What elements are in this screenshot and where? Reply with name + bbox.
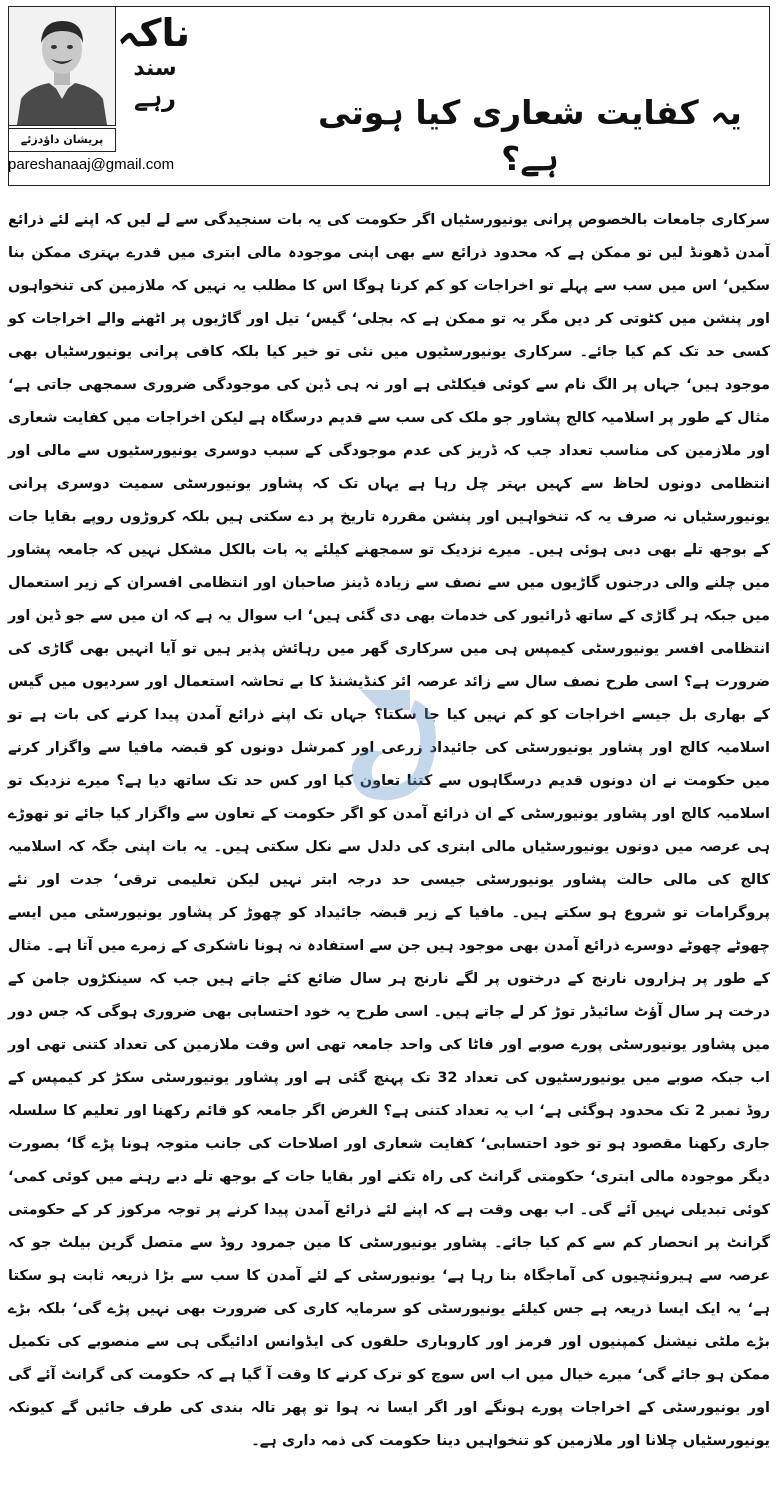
author-name: پریشان داؤدزئے — [8, 128, 116, 152]
series-title — [117, 11, 190, 112]
series-title-line-2: سند — [133, 56, 177, 81]
author-email: pareshanaaj@gmail.com — [8, 156, 175, 173]
article-body — [8, 204, 770, 1484]
headline: یہ کفایت شعاری کیا ہوتی ہے؟ — [318, 93, 742, 178]
article-paragraph: سرکاری جامعات بالخصوص پرانی یونیورسٹیاں اگر حکومت کی یہ بات سنجیدگی سے لے لیں کہ اپنے لئے ذرائع آمدن ڈھونڈ لیں تو ممکن ہے کہ محدود ذرائع سے بھی اپنی موجودہ مالی ابتری میں قدرے بہتری ممکن بنا سکیں‘ اس میں سب سے پہلے تو اخراجات کو کم کرنا ہوگا اس کا مطلب یہ نہیں کہ ملازمین کی تنخواہوں اور پنشن میں کٹوتی کر دیں مگر یہ تو ممکن ہے کہ بجلی‘ گیس‘ تیل اور گاڑیوں پر اٹھنے والے اخراجات کو کسی حد تک کم کیا جائے۔ سرکاری یونیورسٹیوں میں نئی تو خیر کیا بلکہ کافی پرانی یونیورسٹیاں بھی موجود ہیں‘ جہاں پر الگ نام سے کوئی فیکلٹی ہے اور نہ ہی ڈین کی موجودگی ضروری سمجھی جاتی ہے‘ مثال کے طور پر اسلامیہ کالج پشاور جو ملک کی سب سے قدیم درسگاہ ہے لیکن اخراجات میں کفایت شعاری اور ملازمین کی مناسب تعداد جب کہ ڈریز کی عدم موجودگی کے سبب دوسری یونیورسٹیوں سے مالی اور انتظامی دونوں لحاظ سے کہیں بہتر چل رہا ہے یہاں تک کہ پشاور یونیورسٹی سمیت دوسری پرانی یونیورسٹیاں نہ صرف یہ کہ تنخواہیں اور پنشن مقررہ تاریخ پر دے سکتی ہیں بلکہ کروڑوں روپے بقایا جات کے بوجھ تلے بھی دبی ہوئی ہیں۔ میرے نزدیک تو سمجھنے کیلئے یہ بات بالکل مشکل نہیں کہ جامعہ پشاور میں چلنے والی درجنوں گاڑیوں میں سے نصف سے زیادہ ڈینز صاحبان اور انتظامی افسران کے زیر استعمال میں جبکہ ہر گاڑی کے ساتھ ڈرائیور کی خدمات بھی دی گئی ہیں‘ اب سوال یہ ہے کہ ان میں سے جو ڈین اور انتظامی افسر یونیورسٹی کیمپس ہی میں سرکاری گھر میں رہائش پذیر ہیں تو آیا انہیں بھی گاڑی کی ضرورت ہے؟ اسی طرح نصف سال سے زائد عرصہ ائر کنڈیشنڈ کا بے تحاشہ استعمال اور سردیوں میں گیس کے بھاری بل جیسے اخراجات کو کم نہیں کیا جا سکتا؟ جہاں تک اپنے ذرائع آمدن پیدا کرنے کی بات ہے تو اسلامیہ کالج اور پشاور یونیورسٹی کی جائیداد زرعی اور کمرشل دونوں کو قبضہ مافیا سے واگزار کرنے میں حکومت نے ان دونوں قدیم درسگاہوں سے کتنا تعاون کیا اور کس حد تک ساتھ دیا ہے؟ میرے نزدیک تو اسلامیہ کالج اور پشاور یونیورسٹی کے ان ذرائع آمدن کو اگر حکومت کے تعاون سے واگزار کیا جائے تو تھوڑے ہی عرصہ میں دونوں یونیورسٹیاں مالی ابتری کی دلدل سے نکل سکتی ہیں۔ یہ بات اپنی جگہ کہ اسلامیہ کالج کی مالی حالت پشاور یونیورسٹی جیسی حد درجہ ابتر نہیں لیکن تعلیمی ترقی‘ جدت اور نئے پروگرامات تو شروع ہو سکتے ہیں۔ مافیا کے زیر قبضہ جائیداد کو چھوڑ کر پشاور یونیورسٹی میں ایسے چھوٹے چھوٹے دوسرے ذرائع آمدن بھی موجود ہیں جن سے استفادہ نہ ہونا ناشکری کے زمرے میں آتا ہے۔ مثال کے طور پر ہزاروں نارنج کے درختوں پر لگے نارنج ہر سال ضائع کئے جاتے ہیں جب کہ سینکڑوں جامن کے درخت ہر سال آؤٹ سائیڈر توڑ کر لے جاتے ہیں۔ اسی طرح یہ خود احتسابی بھی ضروری ہوگی کہ جس دور میں پشاور یونیورسٹی پورے صوبے اور فاٹا کی واحد جامعہ تھی اس وقت ملازمین کی تعداد کتنی تھی اور اب جبکہ صوبے میں یونیورسٹیوں کی تعداد 32 تک پہنچ گئی ہے اور پشاور یونیورسٹی سکڑ کر کیمپس کے روڈ نمبر 2 تک محدود ہوگئی ہے‘ اب یہ تعداد کتنی ہے؟ الغرض اگر جامعہ کو قائم رکھنا اور تعلیم کا سلسلہ جاری رکھنا مقصود ہو تو خود احتسابی‘ کفایت شعاری اور اصلاحات کی جانب متوجہ ہونا پڑے گا‘ بصورت دیگر موجودہ مالی ابتری‘ حکومتی گرانٹ کی راہ تکنے اور بقایا جات کے بوجھ تلے دبے رہنے میں کوئی کمی‘ کوئی تبدیلی نہیں آئے گی۔ اب بھی وقت ہے کہ اپنے لئے ذرائع آمدن پیدا کرنے پر توجہ مرکوز کر کے حکومتی گرانٹ پر انحصار کم سے کم کیا جائے۔ پشاور یونیورسٹی کا مین جمرود روڈ سے متصل گرین بیلٹ جو کہ عرصہ سے ہیروئنچیوں کی آماجگاہ بنا رہا ہے‘ یونیورسٹی کے لئے آمدن کا سب سے بڑا ذریعہ ثابت ہو سکتا ہے‘ یہ ایک ایسا ذریعہ ہے جس کیلئے یونیورسٹی کو سرمایہ کاری کی ضرورت بھی نہیں پڑے گی‘ بلکہ بڑے بڑے ملٹی نیشنل کمپنیوں اور فرمز اور کاروباری حلقوں کی ایڈوانس ادائیگی ہی سے منصوبے کی تکمیل ممکن ہو جائے گی‘ میرے خیال میں اب اس سوچ کو ترک کرنے کا وقت آ گیا ہے کہ حکومت کی گرانٹ آئے گی اور یونیورسٹی کے اخراجات پورے ہونگے اور اگر ایسا نہ ہوا تو پھر تالہ بندی کی طرف جائیں گے کیونکہ یونیورسٹیاں چلانا اور ملازمین کو تنخواہیں دینا حکومت کی ذمہ داری ہے۔ — [8, 212, 770, 1449]
series-title-line-1: ناکہ — [117, 11, 190, 55]
series-title-line-3: رہے — [134, 84, 176, 112]
author-photo — [8, 6, 116, 126]
